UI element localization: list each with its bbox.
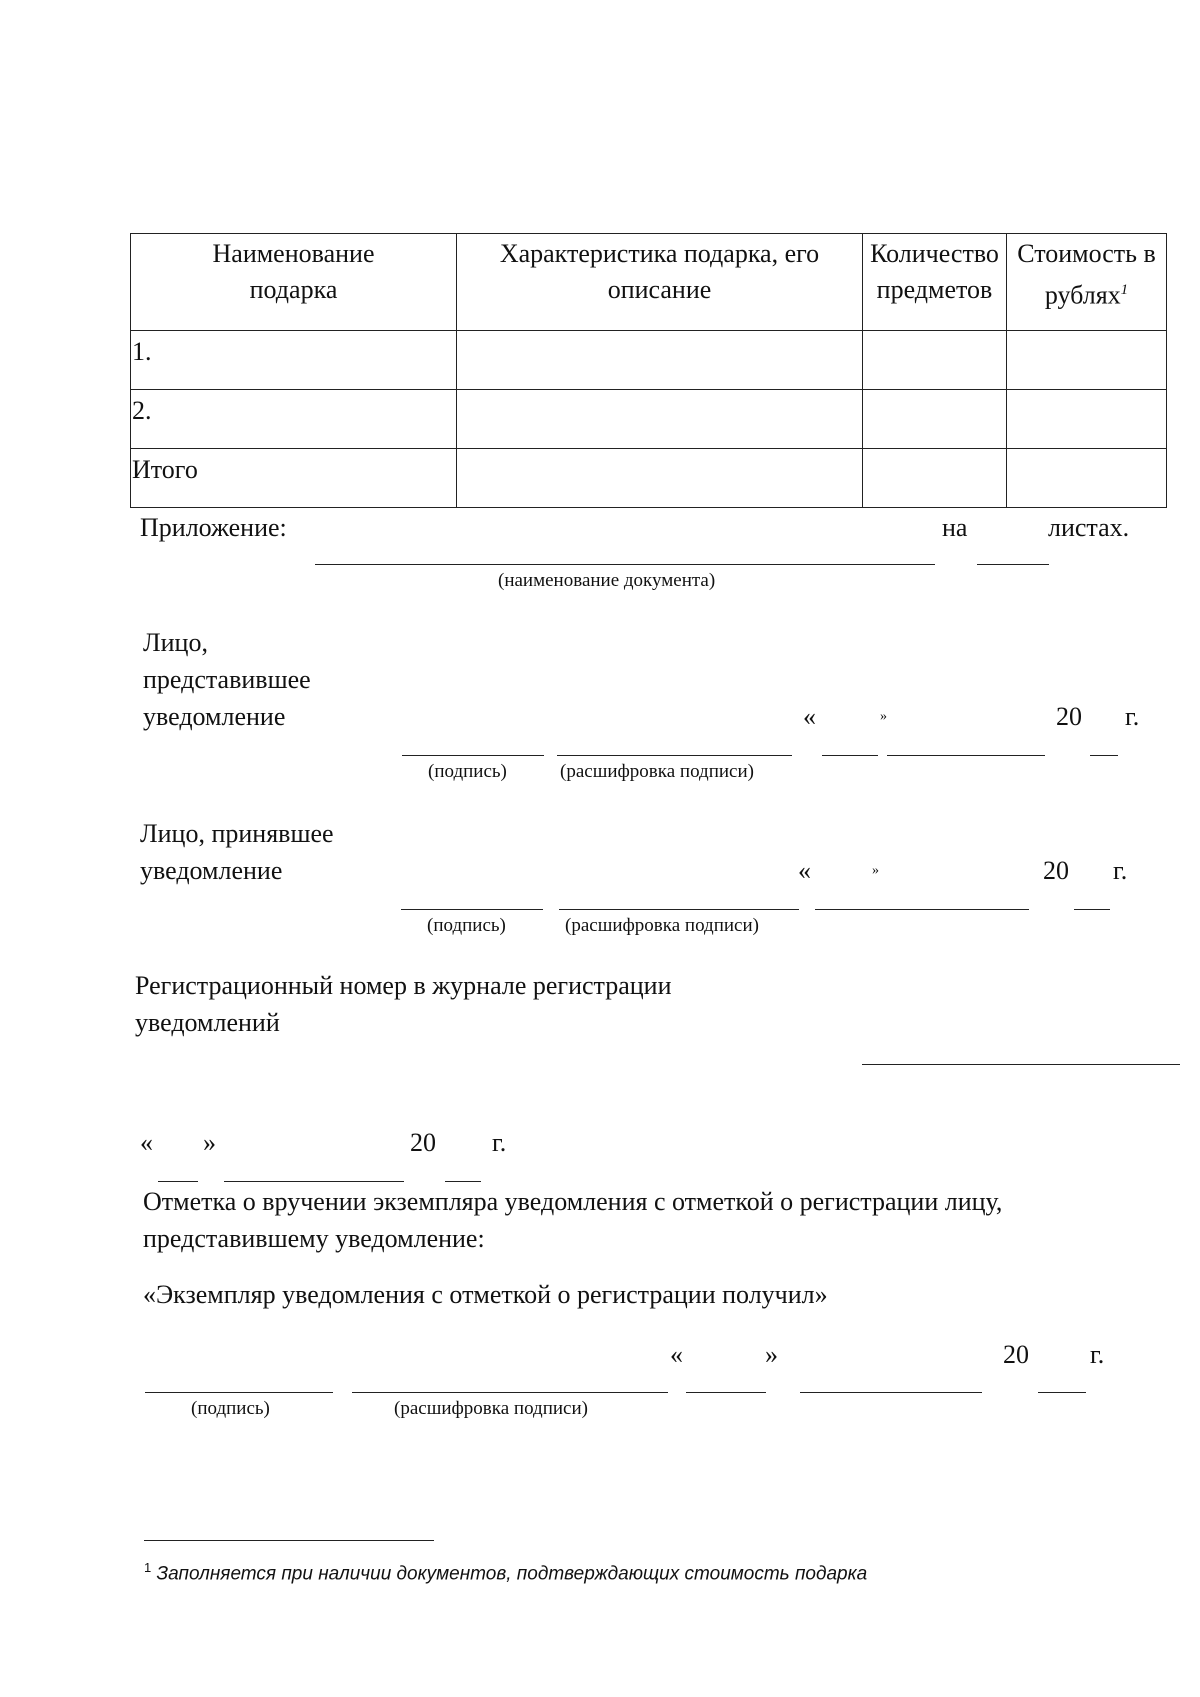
header-cost [1007,234,1167,331]
delivery-quote-close: » [765,1340,778,1369]
receiver-decode-caption: (расшифровка подписи) [565,915,759,936]
delivery-signature-caption: (подпись) [191,1398,270,1419]
table-cell[interactable] [863,449,1007,508]
delivery-quote-text: «Экземпляр уведомления с отметкой о регистрации получил» [143,1280,828,1309]
submitter-year-prefix: 20 [1056,702,1082,731]
footnote-text: Заполняется при наличии документов, подтверждающих стоимость подарка [156,1563,868,1585]
footnote-ref: 1 [1120,282,1129,298]
header-gift-name: Наименование подарка [131,234,457,331]
footnote-mark: 1 [144,1560,152,1575]
table-cell[interactable] [863,390,1007,449]
delivery-year-field[interactable] [1038,1392,1086,1393]
reg-date-year-suffix: г. [492,1128,507,1157]
table-cell[interactable] [1007,449,1167,508]
submitter-year-field[interactable] [1090,755,1118,756]
attachment-sheets: листах. [1048,513,1130,542]
receiver-quote-open: « [798,856,811,885]
table-cell[interactable] [457,449,863,508]
row-label: Итого [131,449,457,508]
submitter-decode-caption: (расшифровка подписи) [560,761,754,782]
table-row [131,449,1167,508]
submitter-month-field[interactable] [887,755,1045,756]
receiver-year-field[interactable] [1074,909,1110,910]
header-gift-description: Характеристика подарка, его описание [457,234,863,331]
table-header-row [131,234,1167,331]
delivery-decode-field[interactable] [352,1392,668,1393]
header-quantity: Количество предметов [863,234,1007,331]
receiver-day-field[interactable] [815,909,877,910]
table-cell[interactable] [1007,390,1167,449]
delivery-year-prefix: 20 [1003,1340,1029,1369]
gifts-table [130,233,1167,508]
receiver-label-line2: уведомление [140,856,283,885]
reg-date-year-field[interactable] [445,1181,481,1182]
receiver-year-suffix: г. [1113,856,1128,885]
attachment-label: Приложение: [140,513,287,542]
receiver-label-line1: Лицо, принявшее [140,819,334,848]
delivery-day-field[interactable] [686,1392,766,1393]
receiver-signature-field[interactable] [401,909,543,910]
attachment-sheets-field[interactable] [977,564,1049,565]
reg-date-month-field[interactable] [224,1181,404,1182]
table-cell[interactable] [1007,331,1167,390]
table-cell[interactable] [863,331,1007,390]
footnote [144,1556,867,1586]
delivery-label-line2: представившему уведомление: [143,1224,485,1253]
reg-date-year-prefix: 20 [410,1128,436,1157]
submitter-label-line3: уведомление [143,702,286,731]
table-cell[interactable] [457,390,863,449]
submitter-quote-close: » [880,709,887,724]
registration-label-line2: уведомлений [135,1008,280,1037]
submitter-year-suffix: г. [1125,702,1140,731]
reg-date-day-field[interactable] [158,1181,198,1182]
receiver-decode-field[interactable] [559,909,799,910]
reg-date-quote-open: « [140,1128,153,1157]
delivery-label-line1: Отметка о вручении экземпляра уведомления с отметкой о регистрации лицу, [143,1187,1003,1216]
delivery-quote-open: « [670,1340,683,1369]
submitter-signature-caption: (подпись) [428,761,507,782]
registration-number-field[interactable] [862,1064,1180,1065]
row-label: 2. [131,390,457,449]
submitter-quote-open: « [803,702,816,731]
table-cell[interactable] [457,331,863,390]
delivery-year-suffix: г. [1090,1340,1105,1369]
delivery-month-field[interactable] [800,1392,982,1393]
attachment-document-field[interactable] [315,564,935,565]
submitter-label-line1: Лицо, [143,628,208,657]
receiver-quote-close: » [872,863,879,878]
submitter-label-line2: представившее [143,665,311,694]
submitter-decode-field[interactable] [557,755,792,756]
delivery-signature-field[interactable] [145,1392,333,1393]
table-row [131,390,1167,449]
receiver-month-field[interactable] [877,909,1029,910]
submitter-day-field[interactable] [822,755,878,756]
delivery-decode-caption: (расшифровка подписи) [394,1398,588,1419]
attachment-na: на [942,513,968,542]
receiver-signature-caption: (подпись) [427,915,506,936]
footnote-separator [144,1540,434,1541]
receiver-year-prefix: 20 [1043,856,1069,885]
reg-date-quote-close: » [203,1128,216,1157]
table-row [131,331,1167,390]
row-label: 1. [131,331,457,390]
document-caption: (наименование документа) [498,570,716,591]
submitter-signature-field[interactable] [402,755,544,756]
header-cost-label: Стоимость в рублях [1017,239,1156,310]
registration-label-line1: Регистрационный номер в журнале регистрации [135,971,672,1000]
